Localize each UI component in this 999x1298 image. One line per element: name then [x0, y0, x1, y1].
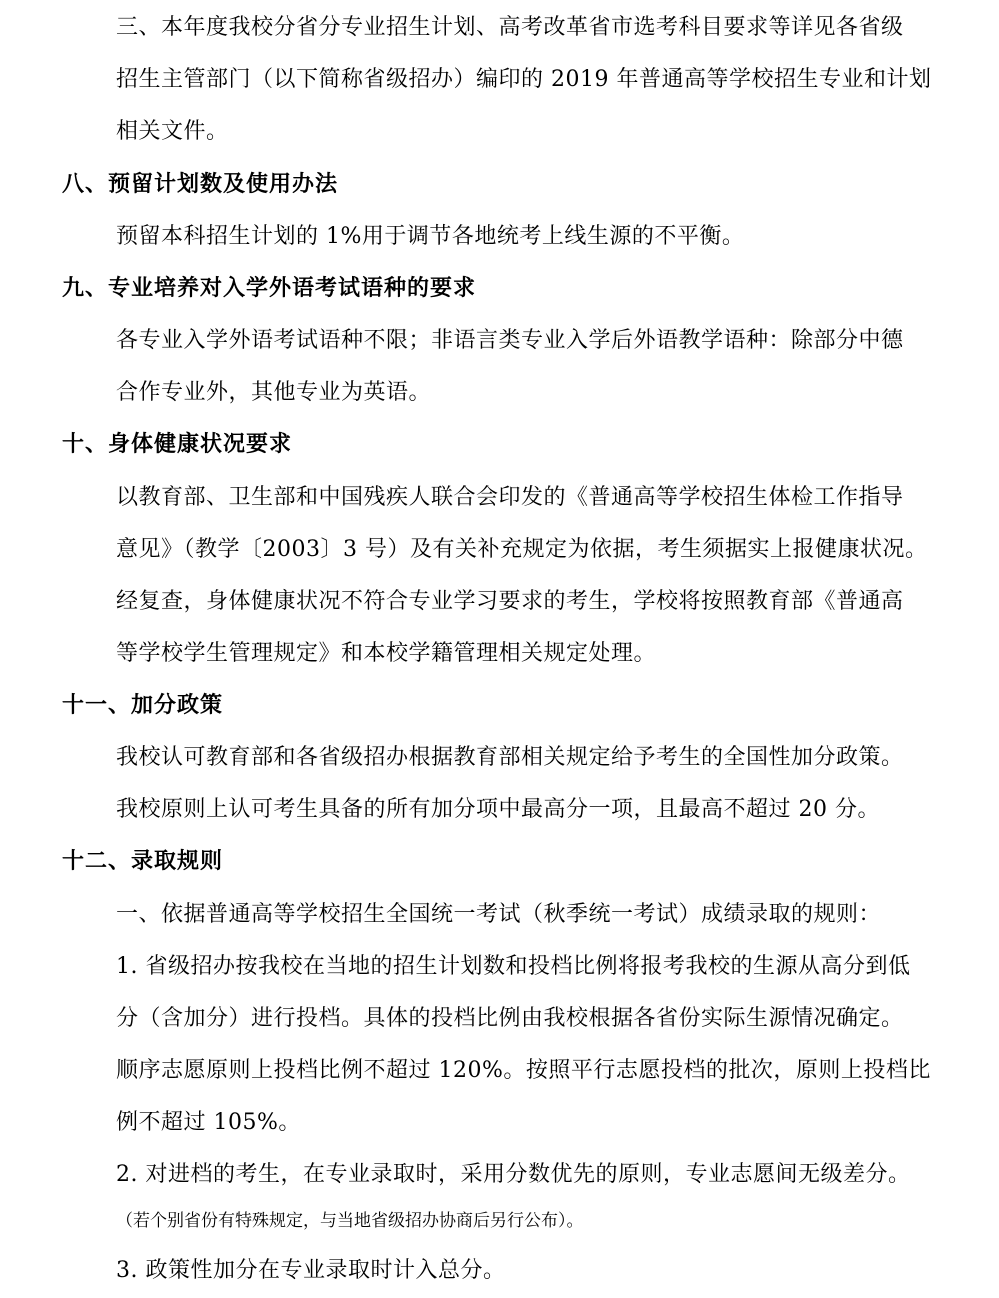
footnote-note: （若个别省份有特殊规定，与当地省级招办协商后另行公布）。: [116, 1211, 584, 1231]
paragraph-line: 经复查，身体健康状况不符合专业学习要求的考生，学校将按照教育部《普通高: [116, 589, 904, 614]
paragraph-line: 预留本科招生计划的 1%用于调节各地统考上线生源的不平衡。: [116, 224, 745, 249]
paragraph-line: 相关文件。: [116, 119, 229, 144]
paragraph-line: 一、依据普通高等学校招生全国统一考试（秋季统一考试）成绩录取的规则：: [116, 902, 882, 927]
paragraph-line: 3. 政策性加分在专业录取时计入总分。: [116, 1258, 506, 1283]
paragraph-line: 以教育部、卫生部和中国残疾人联合会印发的《普通高等学校招生体检工作指导: [116, 485, 904, 510]
paragraph-line: 我校认可教育部和各省级招办根据教育部相关规定给予考生的全国性加分政策。: [116, 745, 904, 770]
section-heading-12: 十二、录取规则: [62, 849, 224, 874]
section-heading-10: 十、身体健康状况要求: [62, 432, 293, 457]
paragraph-line: 三、本年度我校分省分专业招生计划、高考改革省市选考科目要求等详见各省级: [116, 15, 904, 40]
paragraph-line: 等学校学生管理规定》和本校学籍管理相关规定处理。: [116, 641, 657, 666]
paragraph-line: 合作专业外，其他专业为英语。: [116, 380, 432, 405]
paragraph-line: 意见》（教学〔2003〕3 号）及有关补充规定为依据，考生须据实上报健康状况。: [116, 537, 928, 562]
section-heading-9: 九、专业培养对入学外语考试语种的要求: [62, 276, 477, 301]
paragraph-line: 2. 对进档的考生，在专业录取时，采用分数优先的原则，专业志愿间无级差分。: [116, 1162, 911, 1187]
paragraph-line: 我校原则上认可考生具备的所有加分项中最高分一项，且最高不超过 20 分。: [116, 797, 880, 822]
paragraph-line: 1. 省级招办按我校在当地的招生计划数和投档比例将报考我校的生源从高分到低: [116, 954, 911, 979]
paragraph-line: 顺序志愿原则上投档比例不超过 120%。按照平行志愿投档的批次，原则上投档比: [116, 1058, 931, 1083]
paragraph-line: 招生主管部门（以下简称省级招办）编印的 2019 年普通高等学校招生专业和计划: [116, 67, 932, 92]
section-heading-11: 十一、加分政策: [62, 693, 224, 718]
paragraph-line: 例不超过 105%。: [116, 1110, 301, 1135]
section-heading-8: 八、预留计划数及使用办法: [62, 172, 339, 197]
paragraph-line: 各专业入学外语考试语种不限；非语言类专业入学后外语教学语种：除部分中德: [116, 328, 904, 353]
paragraph-line: 分（含加分）进行投档。具体的投档比例由我校根据各省份实际生源情况确定。: [116, 1006, 904, 1031]
